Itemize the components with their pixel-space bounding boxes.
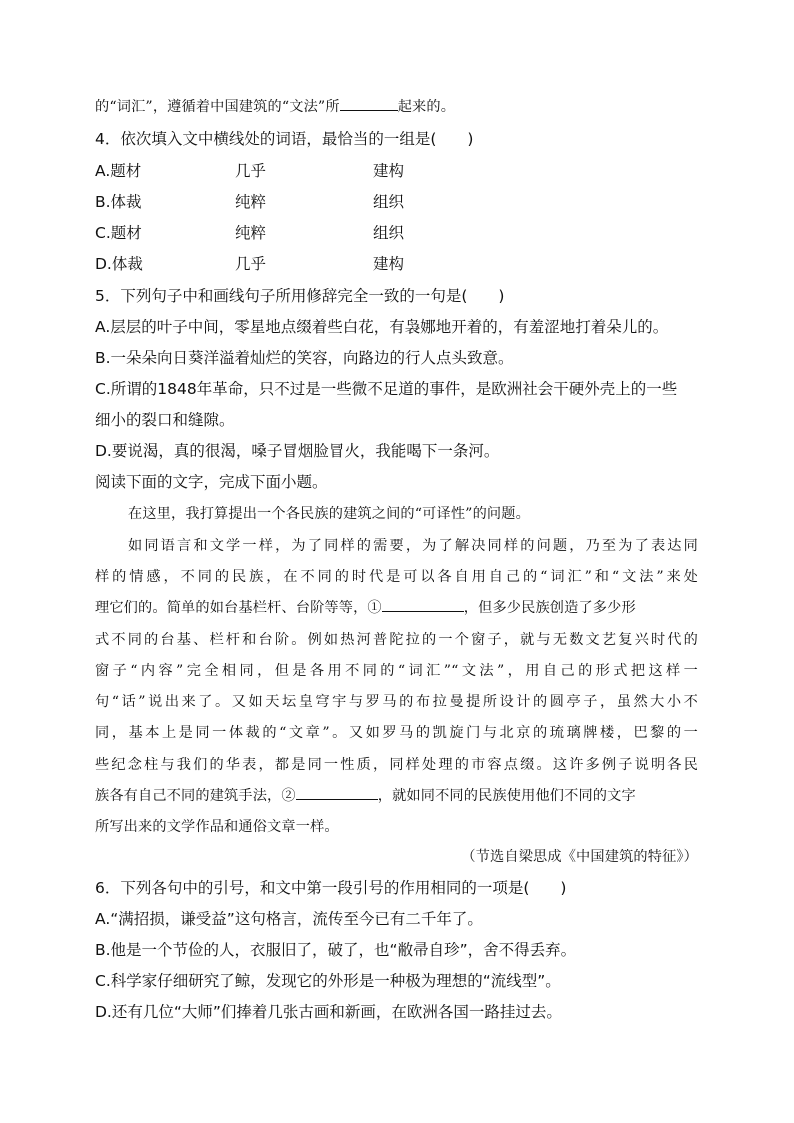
reading-p2-line: 窗子“内容”完全相同，但是各用不同的“词汇”“文法”，用自己的形式把这样一 [95,663,698,679]
reading-text: ，就如同不同的民族使用他们不同的文字 [377,788,636,804]
option-label: D.体裁 [95,255,143,273]
q5-option-a: A.层层的叶子中间，零星地点缀着些白花，有袅娜地开着的，有羞涩地打着朵儿的。 [95,318,669,336]
reading-instruction: 阅读下面的文字，完成下面小题。 [95,473,328,491]
reading-p2-line [95,597,698,617]
q4-option-c [95,221,495,243]
blank-marker-2: ② [281,788,296,804]
option-label: B.体裁 [95,193,142,211]
q4-option-b [95,190,495,212]
reading-text: 族各有自己不同的建筑手法， [95,788,282,804]
q4-option-d [95,252,495,274]
q5-option-c-line2: 细小的裂口和缝隙。 [95,411,235,429]
answer-blank [340,97,398,111]
blank-marker-1: ① [367,600,382,616]
q6-option-a: A.“满招损，谦受益”这句格言，流传至今已有二千年了。 [95,910,483,928]
reading-p2-line: 些纪念柱与我们的华表，都是同一性质，同样处理的市容点缀。这许多例子说明各民 [95,757,698,773]
option-word-2: 纯粹 [235,193,267,211]
option-word-2: 纯粹 [235,224,267,242]
option-word-3: 建构 [373,255,405,273]
reading-paragraph-1: 在这里，我打算提出一个各民族的建筑之间的“可译性”的问题。 [128,506,530,522]
q4-stem: 4．依次填入文中横线处的词语，最恰当的一组是( ) [95,130,474,148]
reading-p2-line: 如同语言和文学一样，为了同样的需要，为了解决同样的问题，乃至为了表达同 [128,538,698,554]
option-word-3: 组织 [373,224,405,242]
option-word-3: 建构 [373,162,405,180]
reading-text: ，但多少民族创造了多少形 [463,600,636,616]
answer-blank-2 [296,786,378,800]
q4-option-a [95,159,495,181]
reading-p2-line: 式不同的台基、栏杆和台阶。例如热河普陀拉的一个窗子，就与无数文艺复兴时代的 [95,632,698,648]
option-word-2: 几乎 [235,162,267,180]
passage-tail-after: 起来的。 [397,99,456,115]
q5-option-b: B.一朵朵向日葵洋溢着灿烂的笑容，向路边的行人点头致意。 [95,349,514,367]
option-label: A.题材 [95,162,142,180]
passage-tail [95,96,455,116]
q6-option-d: D.还有几位“大师”们捧着几张古画和新画，在欧洲各国一路挂过去。 [95,1003,562,1021]
option-word-2: 几乎 [235,255,267,273]
reading-p2-line: 样的情感，不同的民族，在不同的时代是可以各自用自己的“词汇”和“文法”来处 [95,569,698,585]
reading-p2-line: 同，基本上是同一体裁的“文章”。又如罗马的凯旋门与北京的琉璃牌楼，巴黎的一 [95,725,698,741]
reading-p2-line: 句“话”说出来了。又如天坛皇穹宇与罗马的布拉曼提所设计的圆亭子，虽然大小不 [95,694,698,710]
q6-option-b: B.他是一个节俭的人，衣服旧了，破了，也“敝帚自珍”，舍不得丢弃。 [95,941,577,959]
passage-tail-before: 的“词汇”，遵循着中国建筑的“文法”所 [95,99,340,115]
q5-stem: 5．下列句子中和画线句子所用修辞完全一致的一句是( ) [95,287,505,305]
option-word-3: 组织 [373,193,405,211]
reading-text: 理它们的。简单的如台基栏杆、台阶等等， [95,600,368,616]
option-label: C.题材 [95,224,142,242]
reading-p2-line [95,785,698,805]
answer-blank-1 [382,598,464,612]
q6-stem: 6．下列各句中的引号，和文中第一段引号的作用相同的一项是( ) [95,879,567,897]
q6-option-c: C.科学家仔细研究了鲸，发现它的外形是一种极为理想的“流线型”。 [95,972,561,990]
q5-option-d: D.要说渴，真的很渴，嗓子冒烟脸冒火，我能喝下一条河。 [95,442,500,460]
reading-p2-line: 所写出来的文学作品和通俗文章一样。 [95,819,339,835]
q5-option-c-line1: C.所谓的1848年革命，只不过是一些微不足道的事件，是欧洲社会干硬外壳上的一些 [95,380,678,398]
reading-source: （节选自梁思成《中国建筑的特征》） [461,849,698,865]
